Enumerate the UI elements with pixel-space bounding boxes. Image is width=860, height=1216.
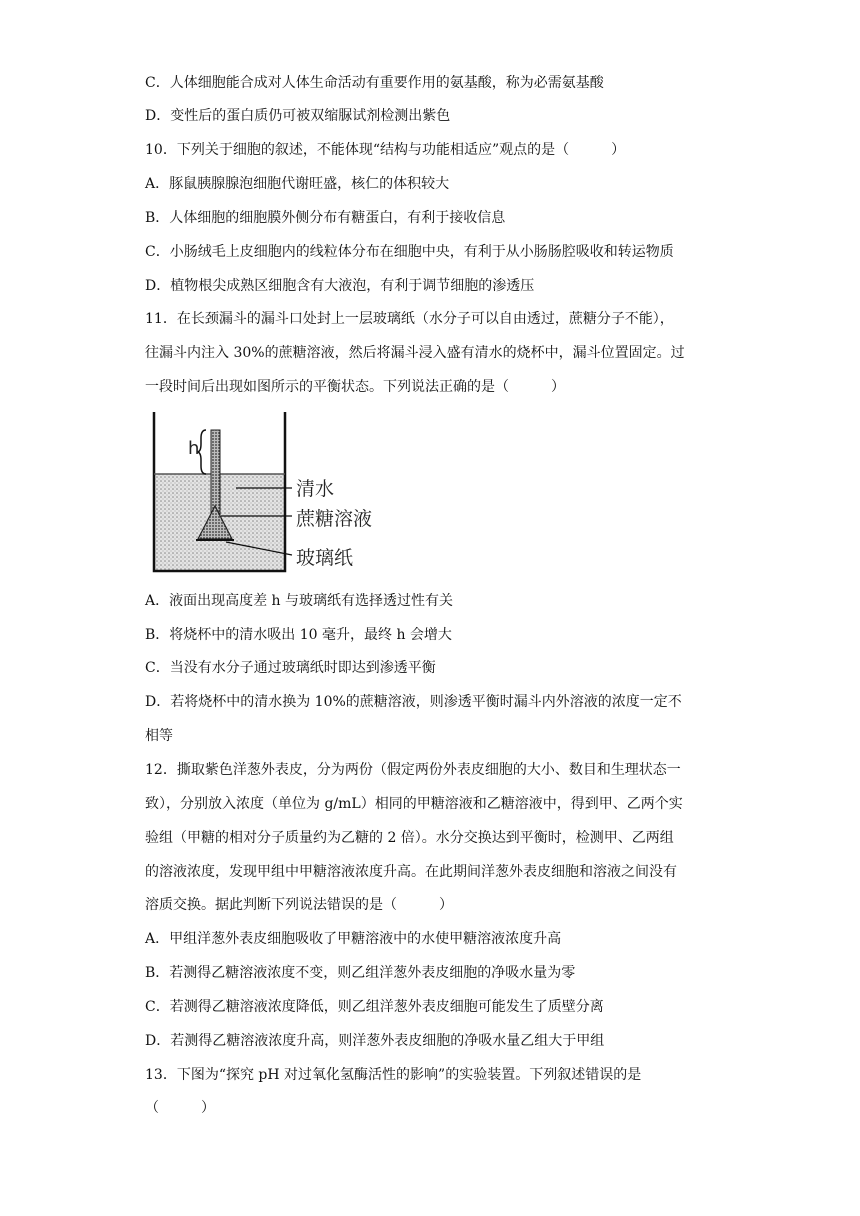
q12-option-a: A．甲组洋葱外表皮细胞吸收了甲糖溶液中的水使甲糖溶液浓度升高: [145, 931, 562, 947]
q11-stem-line-1: 11．在长颈漏斗的漏斗口处封上一层玻璃纸（水分子可以自由透过，蔗糖分子不能），: [145, 311, 674, 327]
q12-option-d: D．若测得乙糖溶液浓度升高，则洋葱外表皮细胞的净吸水量乙组大于甲组: [145, 1033, 605, 1049]
q12-option-c: C．若测得乙糖溶液浓度降低，则乙组洋葱外表皮细胞可能发生了质壁分离: [145, 999, 604, 1015]
q12-stem-line-3: 验组（甲糖的相对分子质量约为乙糖的 2 倍）。水分交换达到平衡时，检测甲、乙两组: [145, 830, 674, 846]
q10-stem: 10．下列关于细胞的叙述，不能体现“结构与功能相适应”观点的是（ ）: [145, 142, 626, 158]
q12-stem-line-4: 的溶液浓度，发现甲组中甲糖溶液浓度升高。在此期间洋葱外表皮细胞和溶液之间没有: [145, 864, 677, 880]
q11-option-b: B．将烧杯中的清水吸出 10 毫升，最终 h 会增大: [145, 627, 452, 643]
q10-option-c: C．小肠绒毛上皮细胞内的线粒体分布在细胞中央，有利于从小肠肠腔吸收和转运物质: [145, 244, 674, 260]
q10-option-b: B．人体细胞的细胞膜外侧分布有糖蛋白，有利于接收信息: [145, 210, 506, 226]
q10-option-d: D．植物根尖成熟区细胞含有大液泡，有利于调节细胞的渗透压: [145, 278, 535, 294]
q11-option-d: D．若将烧杯中的清水换为 10%的蔗糖溶液，则渗透平衡时漏斗内外溶液的浓度一定不: [145, 694, 682, 710]
q9-option-c: C．人体细胞能合成对人体生命活动有重要作用的氨基酸，称为必需氨基酸: [145, 75, 604, 91]
label-sucrose-solution: 蔗糖溶液: [296, 508, 373, 530]
q10-option-a: A．豚鼠胰腺腺泡细胞代谢旺盛，核仁的体积较大: [145, 176, 450, 192]
h-label: h: [188, 438, 200, 459]
q12-stem-line-5: 溶质交换。据此判断下列说法错误的是（ ）: [145, 897, 453, 913]
q11-option-c: C．当没有水分子通过玻璃纸时即达到渗透平衡: [145, 660, 436, 676]
q12-stem-line-2: 致），分别放入浓度（单位为 g/mL）相同的甲糖溶液和乙糖溶液中，得到甲、乙两个实: [145, 796, 683, 812]
q11-option-d-cont: 相等: [145, 728, 173, 744]
label-cellophane: 玻璃纸: [296, 547, 354, 569]
q12-stem-line-1: 12．撕取紫色洋葱外表皮，分为两份（假定两份外表皮细胞的大小、数目和生理状态一: [145, 762, 681, 778]
q11-option-a: A．液面出现高度差 h 与玻璃纸有选择透过性有关: [145, 593, 454, 609]
q11-stem-line-3: 一段时间后出现如图所示的平衡状态。下列说法正确的是（ ）: [145, 379, 565, 395]
osmosis-diagram: [140, 408, 390, 578]
q11-stem-line-2: 往漏斗内注入 30%的蔗糖溶液，然后将漏斗浸入盛有清水的烧杯中，漏斗位置固定。过: [145, 345, 685, 361]
q13-stem: 13．下图为“探究 pH 对过氧化氢酶活性的影响”的实验装置。下列叙述错误的是: [145, 1067, 642, 1083]
q9-option-d: D．变性后的蛋白质仍可被双缩脲试剂检测出紫色: [145, 108, 451, 124]
q13-answer-blank: （ ）: [145, 1100, 215, 1116]
q12-option-b: B．若测得乙糖溶液浓度不变，则乙组洋葱外表皮细胞的净吸水量为零: [145, 965, 576, 981]
label-water: 清水: [296, 478, 335, 500]
